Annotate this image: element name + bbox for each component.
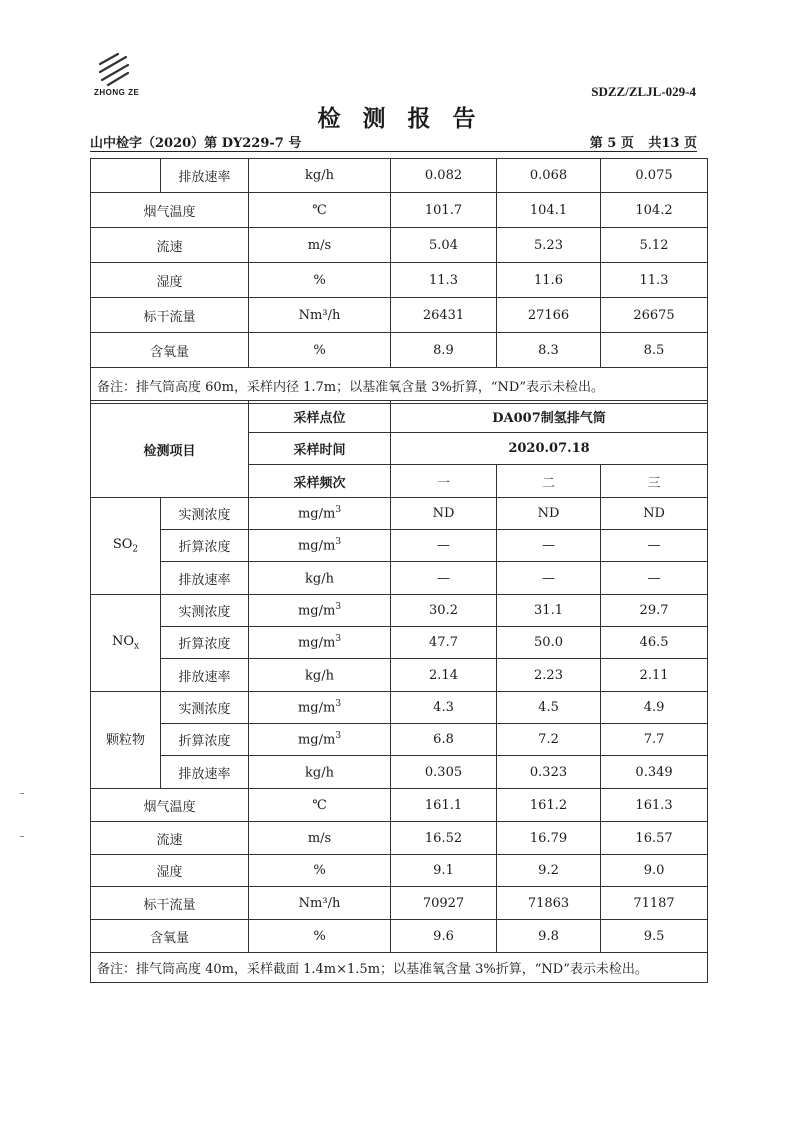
value-cell: ND: [497, 498, 601, 530]
logo-text: ZHONG ZE: [94, 88, 140, 97]
table-note-row: [91, 953, 708, 983]
value-cell: 50.0: [497, 627, 601, 659]
item-cell: 排放速率: [161, 659, 249, 692]
value-cell: 2.23: [497, 659, 601, 692]
value-cell: 26431: [391, 298, 497, 333]
value-cell: 0.305: [391, 756, 497, 789]
table-row: [91, 724, 708, 756]
value-cell: —: [497, 562, 601, 595]
table-row: [91, 530, 708, 562]
header-divider: [90, 151, 697, 152]
unit-cell: kg/h: [249, 159, 391, 193]
table-row: [91, 627, 708, 659]
value-cell: 4.5: [497, 692, 601, 724]
value-cell: 71863: [497, 887, 601, 920]
results-table-da007: [90, 400, 708, 983]
group-name: SO: [112, 537, 133, 553]
scan-mark: [20, 836, 24, 837]
value-cell: 26675: [601, 298, 708, 333]
value-cell: 16.79: [497, 822, 601, 855]
item-cell: 流速: [91, 822, 249, 855]
value-cell: 29.7: [601, 595, 708, 627]
value-cell: 7.2: [497, 724, 601, 756]
unit-text: mg/m: [297, 635, 336, 651]
item-cell: 实测浓度: [161, 692, 249, 724]
header-row: [91, 401, 708, 433]
unit-cell: m/s: [249, 228, 391, 263]
value-cell: 30.2: [391, 595, 497, 627]
time-label: 采样时间: [249, 433, 391, 465]
group-name: NO: [111, 634, 134, 650]
item-cell: 折算浓度: [161, 627, 249, 659]
unit-cell: [249, 692, 391, 724]
table-row: [91, 756, 708, 789]
value-cell: 47.7: [391, 627, 497, 659]
unit-cell: ℃: [249, 193, 391, 228]
table-row: [91, 193, 708, 228]
value-cell: 0.082: [391, 159, 497, 193]
value-cell: 16.57: [601, 822, 708, 855]
item-cell: 排放速率: [161, 159, 249, 193]
unit-superscript: 3: [335, 699, 342, 710]
value-cell: 6.8: [391, 724, 497, 756]
item-cell: 排放速率: [161, 562, 249, 595]
unit-cell: [249, 659, 391, 692]
value-cell: 9.1: [391, 855, 497, 887]
value-cell: 16.52: [391, 822, 497, 855]
unit-text: mg/m: [297, 700, 336, 716]
freq-label: 采样频次: [249, 465, 391, 498]
item-header: 检测项目: [91, 401, 249, 498]
unit-cell: m/s: [249, 822, 391, 855]
table-row: [91, 887, 708, 920]
unit-text: kg/h: [305, 668, 334, 684]
item-cell: 折算浓度: [161, 530, 249, 562]
results-table-continued: [90, 158, 708, 404]
unit-superscript: 3: [335, 505, 342, 516]
group-cell-so2: [91, 498, 161, 595]
item-cell: 湿度: [91, 855, 249, 887]
page-current: 第 5 页: [589, 136, 634, 151]
item-cell: 含氧量: [91, 333, 249, 368]
item-cell: 烟气温度: [91, 789, 249, 822]
value-cell: 0.323: [497, 756, 601, 789]
table-row: [91, 920, 708, 953]
unit-cell: ℃: [249, 789, 391, 822]
unit-cell: [249, 498, 391, 530]
table-row: [91, 498, 708, 530]
value-cell: 11.6: [497, 263, 601, 298]
table-row: [91, 159, 708, 193]
value-cell: 5.23: [497, 228, 601, 263]
unit-cell: %: [249, 855, 391, 887]
value-cell: 11.3: [391, 263, 497, 298]
value-cell: 104.1: [497, 193, 601, 228]
value-cell: 5.12: [601, 228, 708, 263]
value-cell: 31.1: [497, 595, 601, 627]
value-cell: 9.8: [497, 920, 601, 953]
table-note: 备注：排气筒高度 60m，采样内径 1.7m；以基准氧含量 3%折算，“ND”表示未检出。: [91, 368, 708, 404]
value-cell: 8.3: [497, 333, 601, 368]
unit-cell: %: [249, 263, 391, 298]
unit-text: mg/m: [297, 538, 336, 554]
value-cell: 0.068: [497, 159, 601, 193]
table-row: [91, 333, 708, 368]
unit-superscript: 3: [335, 602, 342, 613]
value-cell: 104.2: [601, 193, 708, 228]
table-row: [91, 855, 708, 887]
item-cell: 实测浓度: [161, 498, 249, 530]
value-cell: 0.075: [601, 159, 708, 193]
page-title: 检测报告: [317, 105, 498, 132]
value-cell: ND: [391, 498, 497, 530]
group-subscript: 2: [132, 544, 139, 555]
unit-text: mg/m: [297, 506, 336, 522]
value-cell: 101.7: [391, 193, 497, 228]
unit-cell: %: [249, 920, 391, 953]
value-cell: 7.7: [601, 724, 708, 756]
value-cell: —: [391, 562, 497, 595]
point-label: 采样点位: [249, 401, 391, 433]
time-value: 2020.07.18: [391, 433, 708, 465]
value-cell: 70927: [391, 887, 497, 920]
item-cell: 流速: [91, 228, 249, 263]
item-cell: 湿度: [91, 263, 249, 298]
item-cell: 排放速率: [161, 756, 249, 789]
unit-cell: [249, 724, 391, 756]
item-cell: 含氧量: [91, 920, 249, 953]
value-cell: —: [601, 530, 708, 562]
value-cell: 9.6: [391, 920, 497, 953]
value-cell: 9.0: [601, 855, 708, 887]
value-cell: 4.3: [391, 692, 497, 724]
value-cell: 0.349: [601, 756, 708, 789]
value-cell: 71187: [601, 887, 708, 920]
unit-text: mg/m: [297, 603, 336, 619]
item-cell: 折算浓度: [161, 724, 249, 756]
value-cell: —: [391, 530, 497, 562]
value-cell: 9.5: [601, 920, 708, 953]
table-row: [91, 595, 708, 627]
document-code: SDZZ/ZLJL-029-4: [591, 84, 696, 99]
unit-text: kg/h: [305, 571, 334, 587]
group-name: 颗粒物: [105, 733, 145, 749]
value-cell: 161.1: [391, 789, 497, 822]
item-cell: 烟气温度: [91, 193, 249, 228]
value-cell: 27166: [497, 298, 601, 333]
report-number: 山中检字（2020）第 DY229-7 号: [90, 136, 302, 151]
unit-cell: Nm³/h: [249, 887, 391, 920]
report-info-line: [90, 132, 697, 151]
value-cell: —: [601, 562, 708, 595]
table-row: [91, 228, 708, 263]
value-cell: —: [497, 530, 601, 562]
unit-cell: Nm³/h: [249, 298, 391, 333]
unit-text: mg/m: [297, 732, 336, 748]
item-cell: 实测浓度: [161, 595, 249, 627]
freq-cell: 三: [601, 465, 708, 498]
value-cell: 8.5: [601, 333, 708, 368]
unit-text: kg/h: [305, 765, 334, 781]
freq-cell: 一: [391, 465, 497, 498]
value-cell: 161.2: [497, 789, 601, 822]
unit-superscript: 3: [335, 731, 342, 742]
unit-cell: [249, 595, 391, 627]
group-cell-particulate: [91, 692, 161, 789]
page-indicator: [580, 132, 697, 151]
unit-superscript: 3: [335, 634, 342, 645]
unit-cell: [249, 627, 391, 659]
unit-superscript: 3: [335, 537, 342, 548]
table-row: [91, 789, 708, 822]
group-cell: [91, 159, 161, 193]
table-row: [91, 822, 708, 855]
table-row: [91, 659, 708, 692]
scan-mark: [20, 793, 24, 794]
table-note-row: [91, 368, 708, 404]
value-cell: 5.04: [391, 228, 497, 263]
value-cell: 2.11: [601, 659, 708, 692]
item-cell: 标干流量: [91, 887, 249, 920]
item-cell: 标干流量: [91, 298, 249, 333]
table-row: [91, 298, 708, 333]
point-value: DA007制氢排气筒: [391, 401, 708, 433]
value-cell: 4.9: [601, 692, 708, 724]
unit-cell: [249, 562, 391, 595]
value-cell: 2.14: [391, 659, 497, 692]
unit-cell: [249, 530, 391, 562]
table-row: [91, 692, 708, 724]
unit-cell: [249, 756, 391, 789]
value-cell: 46.5: [601, 627, 708, 659]
unit-cell: %: [249, 333, 391, 368]
value-cell: 161.3: [601, 789, 708, 822]
table-row: [91, 562, 708, 595]
value-cell: 9.2: [497, 855, 601, 887]
value-cell: ND: [601, 498, 708, 530]
table-note: 备注：排气筒高度 40m，采样截面 1.4m×1.5m；以基准氧含量 3%折算，“ND”表示未检出。: [91, 953, 708, 983]
value-cell: 8.9: [391, 333, 497, 368]
value-cell: 11.3: [601, 263, 708, 298]
freq-cell: 二: [497, 465, 601, 498]
group-cell-nox: [91, 595, 161, 692]
group-subscript: x: [133, 641, 140, 652]
table-row: [91, 263, 708, 298]
page-total: 共13 页: [648, 136, 697, 151]
